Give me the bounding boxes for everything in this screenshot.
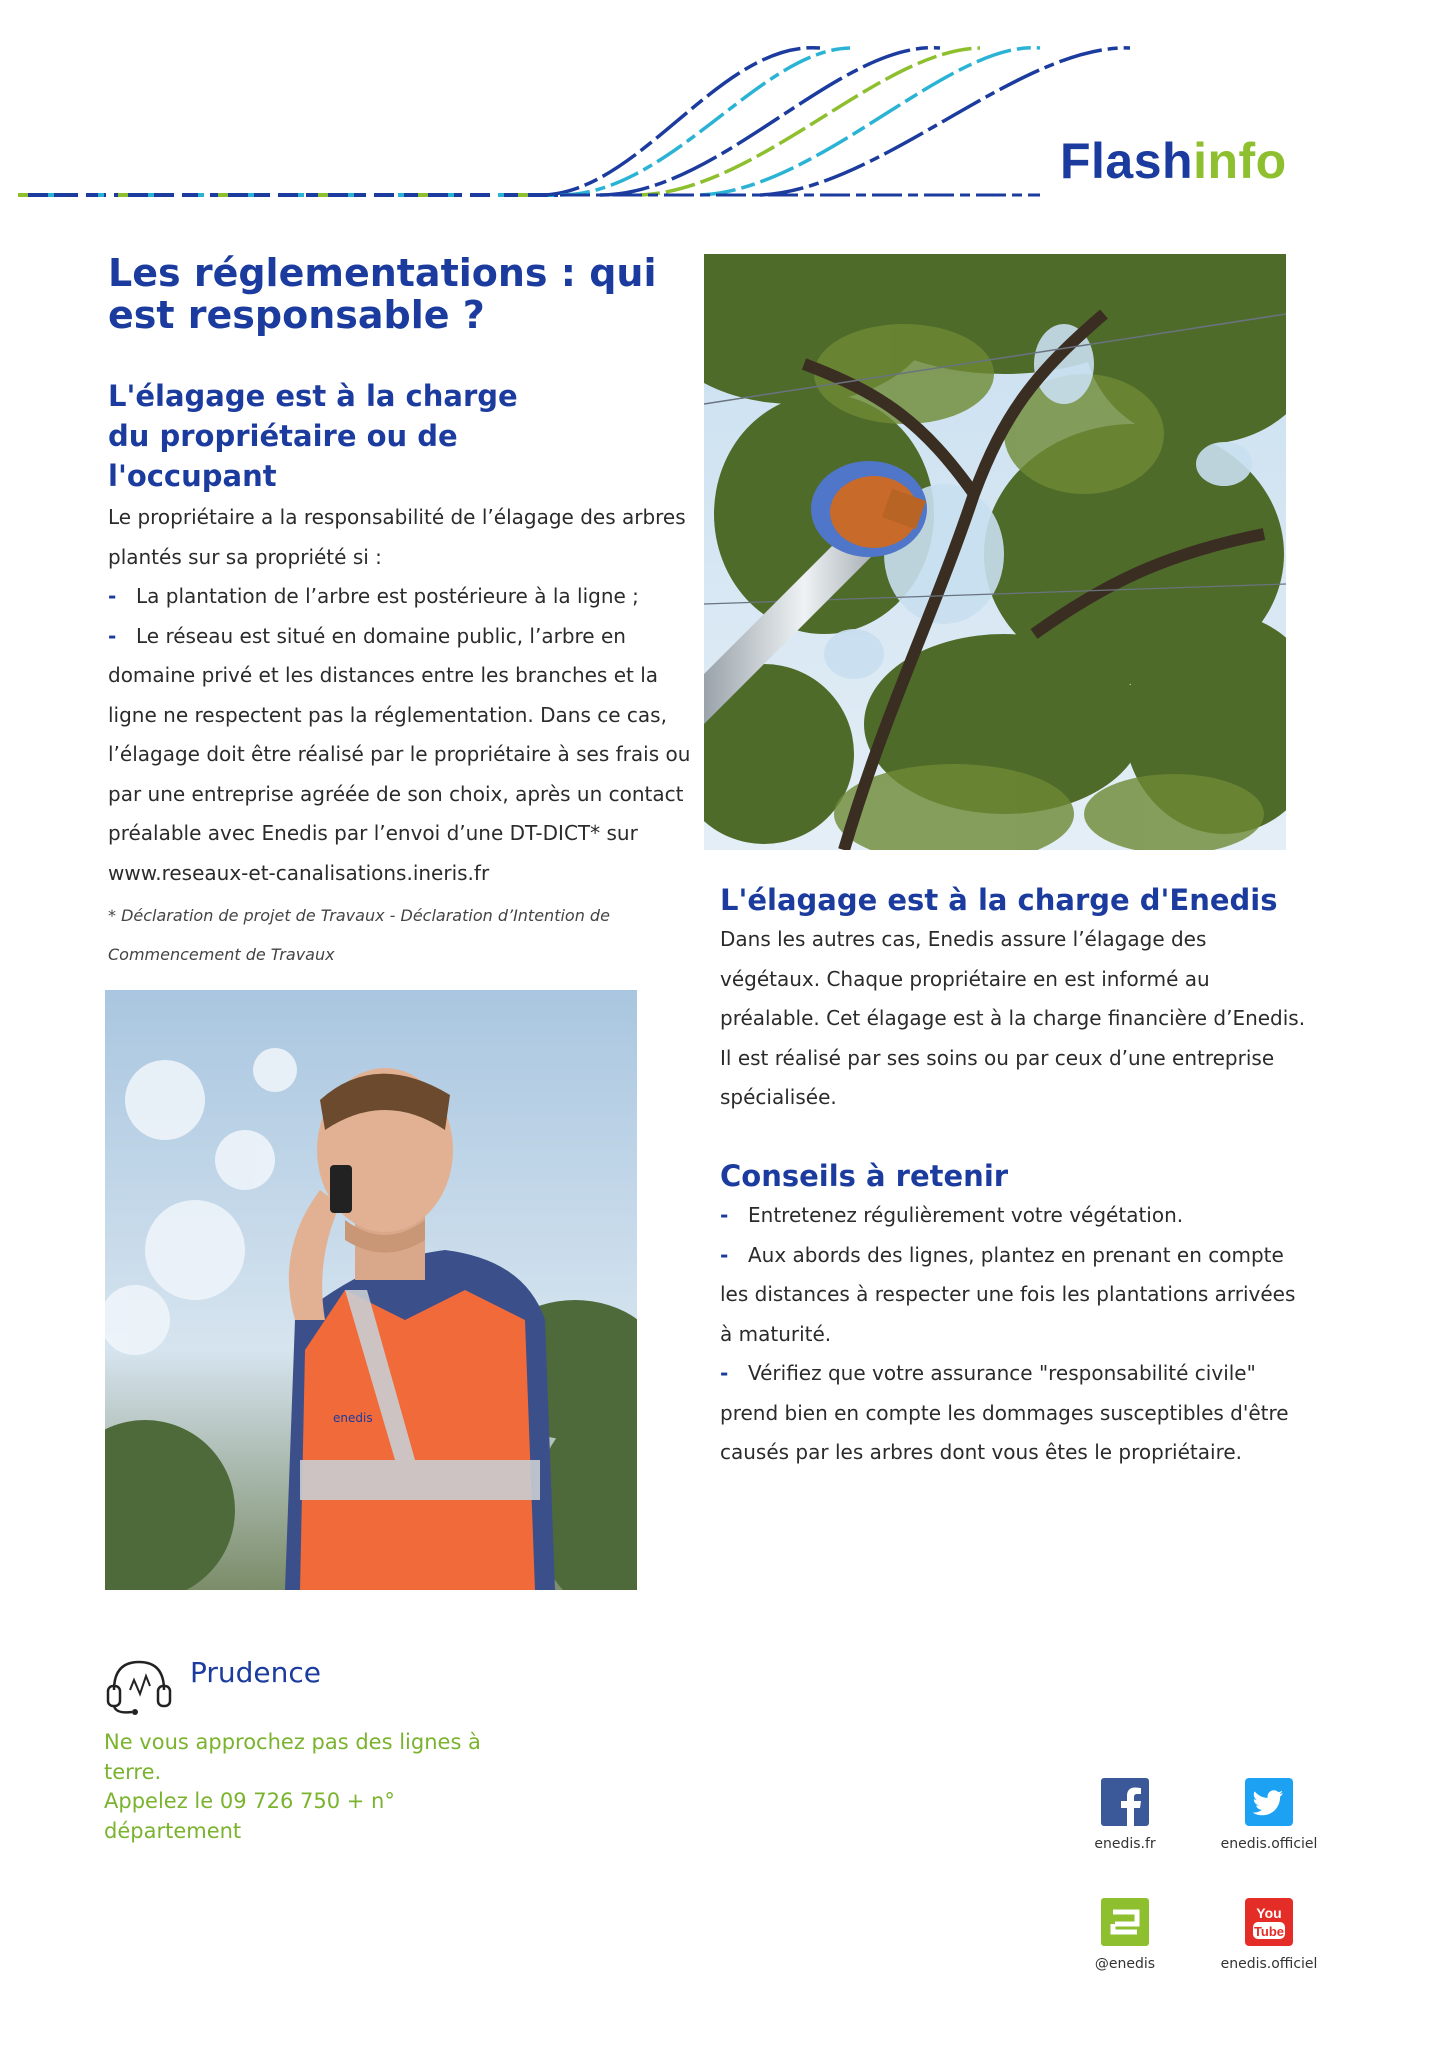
- section-tips: [720, 1156, 1310, 1473]
- prudence-title: Prudence: [190, 1656, 322, 1689]
- section-owner-heading: L'élagage est à la charge du propriétaire ou de l'occupant: [108, 379, 518, 493]
- section-owner-intro: Le propriétaire a la responsabilité de l’élagage des arbres plantés sur sa propriété si :: [108, 505, 686, 569]
- facebook-icon: [1101, 1778, 1149, 1826]
- section-enedis-heading: L'élagage est à la charge d'Enedis: [720, 883, 1278, 917]
- youtube-icon: [1245, 1898, 1293, 1946]
- tree-trimming-photo: [704, 254, 1286, 850]
- social-facebook[interactable]: [1060, 1778, 1190, 1852]
- twitter-icon: [1245, 1778, 1293, 1826]
- header-wave-lines: [0, 30, 1448, 220]
- facebook-handle: enedis.fr: [1094, 1836, 1156, 1852]
- list-item: - Vérifiez que votre assurance "responsabilité civile" prend bien en compte les dommages susceptibles d'être causés par les arbres dont vous êtes le propriétaire.: [720, 1354, 1310, 1473]
- youtube-handle: enedis.officiel: [1220, 1956, 1318, 1972]
- list-item: - Le réseau est situé en domaine public, l’arbre en domaine privé et les distances entre les branches et la ligne ne respectent pas la réglementation. Dans ce cas, l’élagage doit être réalisé par le propriétaire à ses frais ou par une entreprise agréée de son choix, après un contact préalable avec Enedis par l’envoi d’une DT-DICT* sur www.reseaux-et-canalisations.ineris.fr: [108, 617, 698, 894]
- section-tips-heading: Conseils à retenir: [720, 1159, 1009, 1193]
- list-item: - Entretenez régulièrement votre végétation.: [720, 1196, 1310, 1236]
- enedis-logo-icon: [1101, 1898, 1149, 1946]
- enedis-handle: @enedis: [1094, 1956, 1156, 1972]
- social-twitter[interactable]: [1204, 1778, 1334, 1852]
- bullet-dash: -: [108, 584, 117, 608]
- vest-logo-text: enedis: [333, 1411, 373, 1425]
- flashinfo-logo-flash: Flash: [1060, 133, 1194, 189]
- svg-text:You: You: [1256, 1905, 1282, 1921]
- list-item: - Aux abords des lignes, plantez en prenant en compte les distances à respecter une fois les plantations arrivées à maturité.: [720, 1236, 1310, 1355]
- worker-on-phone-photo: [105, 990, 637, 1590]
- social-enedis[interactable]: [1060, 1898, 1190, 1972]
- prudence-line-1: Ne vous approchez pas des lignes à terre.: [104, 1730, 481, 1784]
- bullet-dash: -: [720, 1203, 729, 1227]
- prudence-text: [104, 1728, 524, 1846]
- headset-support-icon: [104, 1656, 174, 1716]
- svg-text:Tube: Tube: [1253, 1924, 1285, 1939]
- list-item: - La plantation de l’arbre est postérieure à la ligne ;: [108, 577, 698, 617]
- flashinfo-logo: [1060, 132, 1287, 190]
- bullet-dash: -: [108, 623, 117, 648]
- bullet-dash: -: [720, 1242, 729, 1267]
- section-enedis: [720, 880, 1310, 1118]
- twitter-handle: enedis.officiel: [1220, 1836, 1318, 1852]
- prudence-line-2: Appelez le 09 726 750 + n° département: [104, 1789, 395, 1843]
- section-enedis-text: Dans les autres cas, Enedis assure l’élagage des végétaux. Chaque propriétaire en est informé au préalable. Cet élagage est à la charge financière d’Enedis. Il est réalisé par ses soins ou par ceux d’une entreprise spécialisée.: [720, 927, 1306, 1109]
- footnote: * Déclaration de projet de Travaux - Déclaration d’Intention de Commencement de Travaux: [108, 906, 610, 964]
- bullet-dash: -: [720, 1361, 729, 1385]
- flashinfo-logo-info: info: [1193, 133, 1287, 189]
- social-youtube[interactable]: [1204, 1898, 1334, 1972]
- page-title: Les réglementations : qui est responsable ?: [108, 251, 657, 337]
- section-owner: [108, 376, 698, 893]
